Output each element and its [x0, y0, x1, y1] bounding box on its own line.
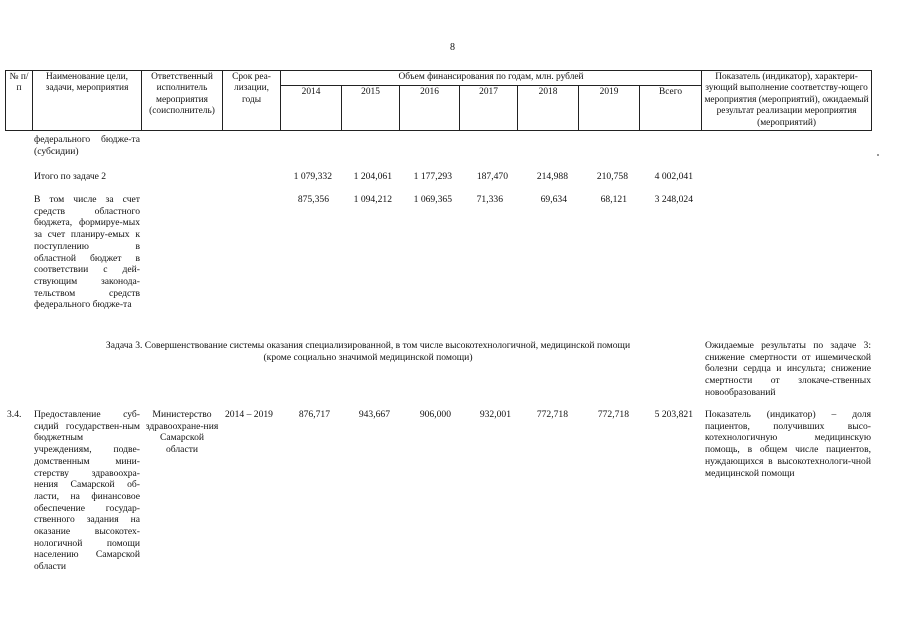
header-year-2018: 2018	[518, 85, 579, 130]
header-year-2016: 2016	[400, 85, 460, 130]
itogo-2017: 187,470	[476, 171, 508, 182]
itogo-2018: 214,988	[536, 171, 568, 182]
header-indicator: Показатель (индикатор), характери-зующий выполнение соответству-ющего мероприятия (мероприятий), ожидаемый результат реализации мероприятия (мероприятий)	[702, 71, 872, 131]
incl-label: В том числе за счет средств областного бюджета, формируе-мых за счет планиру-емых к поступлению в областной бюджет в соответствии с дей-ствующим законода-тельством средств федерального бюдже-та	[34, 194, 140, 311]
header-year-2019: 2019	[579, 85, 640, 130]
row-3-4-number: 3.4.	[7, 409, 22, 420]
row-3-4-total: 5 203,821	[654, 409, 693, 420]
row-3-4-name: Предоставление суб-сидий государствен-ным бюджетным учреждениям, подве-домственным мини-стерству здравоохра-нения Самарской об-ласти, на финансовое обеспечение государ-ственного задания на оказание высокотех-нологичной помощи населению Самарской области	[34, 409, 140, 573]
row-3-4-2018: 772,718	[536, 409, 568, 420]
itogo-total: 4 002,041	[654, 171, 693, 182]
row-3-4-2015: 943,667	[358, 409, 390, 420]
incl-total: 3 248,024	[654, 194, 693, 205]
itogo-2016: 1 177,293	[413, 171, 452, 182]
header-name: Наименование цели, задачи, мероприятия	[33, 71, 142, 131]
header-no: № п/п	[6, 71, 33, 131]
incl-2017: 71,336	[476, 194, 503, 205]
row-3-4-2017: 932,001	[479, 409, 511, 420]
task3-expected-results: Ожидаемые результаты по задаче 3: снижение смертности от ишемической болезни сердца и инсульта; снижение смертности от злокаче-ственных новообразований	[705, 340, 871, 398]
task3-title-line1: Задача 3. Совершенствование системы оказания специализированной, в том числе высокотехнологичной, медицинской помощи	[105, 340, 631, 351]
header-funding: Объем финансирования по годам, млн. рублей	[281, 71, 702, 86]
task3-title-line2: (кроме социально значимой медицинской помощи)	[263, 352, 473, 363]
header-year-2014: 2014	[281, 85, 342, 130]
carry-over-text: федерального бюдже-та (субсидии)	[34, 134, 140, 157]
header-responsible: Ответственный исполнитель мероприятия (соисполнитель)	[142, 71, 223, 131]
header-total: Всего	[640, 85, 702, 130]
itogo-2019: 210,758	[596, 171, 628, 182]
row-3-4-term: 2014 – 2019	[225, 409, 273, 420]
row-3-4-2019: 772,718	[597, 409, 629, 420]
itogo-label: Итого по задаче 2	[34, 171, 107, 182]
itogo-2014: 1 079,332	[293, 171, 332, 182]
itogo-2015: 1 204,061	[353, 171, 392, 182]
row-3-4-2014: 876,717	[298, 409, 330, 420]
scan-speck	[877, 154, 879, 156]
row-3-4-responsible: Министерство здравоохране-ния Самарской области	[145, 409, 219, 456]
row-3-4-indicator: Показатель (индикатор) – доля пациентов, получивших высо-котехнологичную медицинскую помощь, в общем числе пациентов, нуждающихся в высокотехнологи-чной медицинской помощи	[705, 409, 871, 479]
header-year-2017: 2017	[460, 85, 518, 130]
incl-2019: 68,121	[600, 194, 627, 205]
table-header	[5, 70, 872, 131]
page-number: 8	[450, 42, 455, 53]
incl-2015: 1 094,212	[353, 194, 392, 205]
header-term: Срок реа-лизации, годы	[223, 71, 281, 131]
incl-2014: 875,356	[297, 194, 329, 205]
row-3-4-2016: 906,000	[419, 409, 451, 420]
incl-2018: 69,634	[540, 194, 567, 205]
incl-2016: 1 069,365	[413, 194, 452, 205]
header-year-2015: 2015	[342, 85, 400, 130]
